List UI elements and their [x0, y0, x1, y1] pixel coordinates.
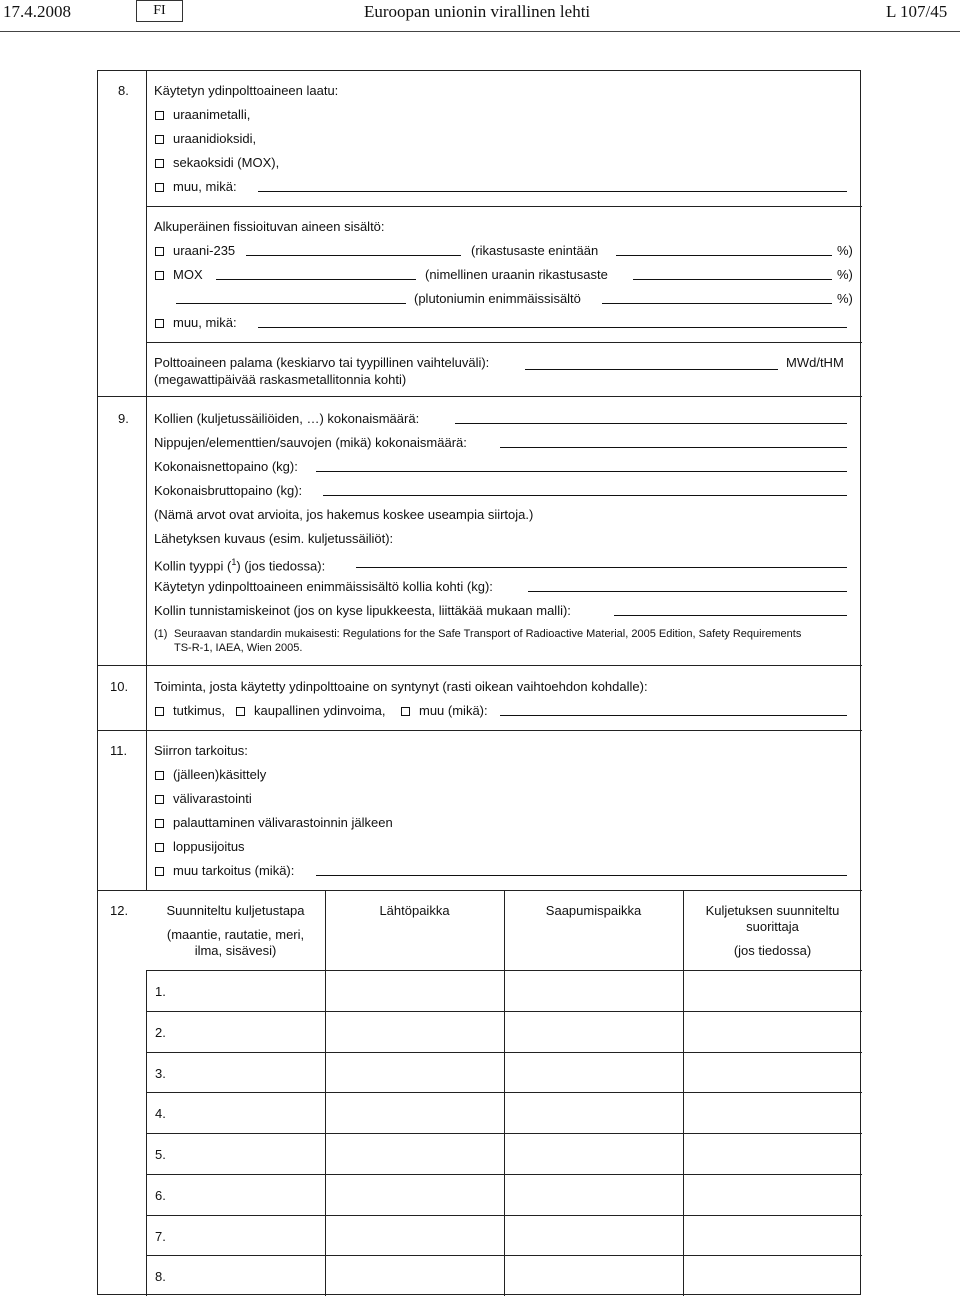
- section-divider: [98, 890, 862, 891]
- shipment-description-label: Lähetyksen kuvaus (esim. kuljetussäiliöt):: [154, 531, 394, 546]
- other-fissile-field[interactable]: [258, 327, 847, 328]
- table-row-divider: [146, 1255, 862, 1256]
- enrichment-label: (rikastusaste enintään: [471, 243, 599, 258]
- option-reprocessing: (jälleen)käsittely: [173, 767, 267, 782]
- percent-unit: %): [837, 267, 853, 282]
- option-other-activity: muu (mikä):: [419, 703, 488, 718]
- u235-label: uraani-235: [173, 243, 236, 258]
- checkbox-research[interactable]: [155, 707, 164, 716]
- section-12-number: 12.: [110, 903, 129, 918]
- col-header-transport-mode: Suunniteltu kuljetustapa: [166, 903, 305, 918]
- fissile-content-title: Alkuperäinen fissioituvan aineen sisältö:: [154, 219, 385, 234]
- language-badge: FI: [136, 0, 183, 22]
- package-id-label: Kollin tunnistamiskeinot (jos on kyse lipukkeesta, liittäkää mukaan malli):: [154, 603, 571, 618]
- col-header-transport-mode-sub: (maantie, rautatie, meri,: [166, 927, 305, 942]
- checkbox-other-activity[interactable]: [401, 707, 410, 716]
- checkbox-other-type[interactable]: [155, 183, 164, 192]
- max-content-field[interactable]: [528, 591, 847, 592]
- net-weight-label: Kokonaisnettopaino (kg):: [154, 459, 298, 474]
- form-table: [97, 70, 861, 1295]
- gross-weight-label: Kokonaisbruttopaino (kg):: [154, 483, 303, 498]
- section-10-number: 10.: [110, 679, 129, 694]
- package-type-label: Kollin tyyppi ($^1$) (jos tiedossa):: [154, 557, 326, 574]
- col-header-carrier-sub2: (jos tiedossa): [733, 943, 812, 958]
- table-row-number: 6.: [155, 1188, 166, 1203]
- table-col-divider: [325, 891, 326, 1296]
- footnote-ref: 1: [231, 557, 237, 567]
- col-header-origin: Lähtöpaikka: [379, 903, 450, 918]
- gross-weight-field[interactable]: [323, 495, 847, 496]
- footnote-text: Seuraavan standardin mukaisesti: Regulations for the Safe Transport of Radioactive Material, 2005 Edition, Safety Requirements: [174, 628, 802, 640]
- col-header-transport-mode-sub2: ilma, sisävesi): [194, 943, 277, 958]
- package-id-field[interactable]: [614, 615, 847, 616]
- table-row-divider: [146, 1052, 862, 1053]
- bundles-total-field[interactable]: [500, 447, 847, 448]
- plutonium-label: (plutoniumin enimmäissisältö: [414, 291, 581, 306]
- section-11-number: 11.: [110, 743, 128, 758]
- option-other-type: muu, mikä:: [173, 179, 237, 194]
- table-row-number: 2.: [155, 1025, 166, 1040]
- burnup-sublabel: (megawattipäivää raskasmetallitonnia kohti): [154, 372, 407, 387]
- section-8-title: Käytetyn ydinpolttoaineen laatu:: [154, 83, 339, 98]
- checkbox-return[interactable]: [155, 819, 164, 828]
- purpose-title: Siirron tarkoitus:: [154, 743, 248, 758]
- option-interim-storage: välivarastointi: [173, 791, 252, 806]
- table-row-divider: [146, 1133, 862, 1134]
- header-date: 17.4.2008: [3, 2, 71, 21]
- checkbox-reprocessing[interactable]: [155, 771, 164, 780]
- checkbox-uranium-metal[interactable]: [155, 111, 164, 120]
- nominal-enrichment-field[interactable]: [633, 279, 832, 280]
- option-mox: sekaoksidi (MOX),: [173, 155, 280, 170]
- burnup-unit: MWd/tHM: [786, 355, 844, 370]
- divider: [146, 206, 862, 207]
- table-row-number: 8.: [155, 1269, 166, 1284]
- table-row-number: 7.: [155, 1229, 166, 1244]
- percent-unit: %): [837, 291, 853, 306]
- journal-title: Euroopan unionin virallinen lehti: [364, 2, 591, 21]
- mox-field[interactable]: [216, 279, 416, 280]
- option-commercial: kaupallinen ydinvoima,: [254, 703, 386, 718]
- page-header: [0, 0, 960, 32]
- col-header-carrier-sub: suorittaja: [746, 919, 799, 934]
- packages-total-label: Kollien (kuljetussäiliöiden, …) kokonaismäärä:: [154, 411, 420, 426]
- max-content-label: Käytetyn ydinpolttoaineen enimmäissisältö kollia kohti (kg):: [154, 579, 493, 594]
- mox-label: MOX: [173, 267, 203, 282]
- option-return: palauttaminen välivarastoinnin jälkeen: [173, 815, 393, 830]
- table-col-divider: [504, 891, 505, 1296]
- burnup-field[interactable]: [525, 369, 778, 370]
- checkbox-mox[interactable]: [155, 159, 164, 168]
- table-header-divider: [146, 970, 862, 971]
- checkbox-u235[interactable]: [155, 247, 164, 256]
- nominal-enrichment-label: (nimellinen uraanin rikastusaste: [425, 267, 608, 282]
- section-divider: [98, 396, 862, 397]
- table-row-divider: [146, 1215, 862, 1216]
- table-row-divider: [146, 1174, 862, 1175]
- table-row-divider: [146, 1092, 862, 1093]
- checkbox-mox-fissile[interactable]: [155, 271, 164, 280]
- other-type-field[interactable]: [258, 191, 847, 192]
- table-row-number: 3.: [155, 1066, 166, 1081]
- section-divider: [98, 665, 862, 666]
- option-research: tutkimus,: [173, 703, 226, 718]
- checkbox-other-purpose[interactable]: [155, 867, 164, 876]
- checkbox-final-disposal[interactable]: [155, 843, 164, 852]
- estimate-note: (Nämä arvot ovat arvioita, jos hakemus koskee useampia siirtoja.): [154, 507, 534, 522]
- section-8-number: 8.: [118, 83, 129, 98]
- header-rule: [0, 31, 960, 32]
- net-weight-field[interactable]: [316, 471, 847, 472]
- percent-unit: %): [837, 243, 853, 258]
- checkbox-other-fissile[interactable]: [155, 319, 164, 328]
- other-activity-field[interactable]: [500, 715, 847, 716]
- option-uranium-metal: uraanimetalli,: [173, 107, 251, 122]
- table-row-divider: [146, 1011, 862, 1012]
- number-column-divider: [146, 71, 147, 891]
- other-fissile-label: muu, mikä:: [173, 315, 237, 330]
- table-row-number: 4.: [155, 1106, 166, 1121]
- table-row-number: 1.: [155, 984, 166, 999]
- plutonium-content-field[interactable]: [602, 303, 832, 304]
- option-uranium-dioxide: uraanidioksidi,: [173, 131, 257, 146]
- package-type-field[interactable]: [356, 567, 847, 568]
- u235-field[interactable]: [246, 255, 461, 256]
- section-9-number: 9.: [118, 411, 129, 426]
- packages-total-field[interactable]: [455, 423, 847, 424]
- col-header-carrier: Kuljetuksen suunniteltu: [705, 903, 840, 918]
- option-final-disposal: loppusijoitus: [173, 839, 245, 854]
- option-other-purpose: muu tarkoitus (mikä):: [173, 863, 295, 878]
- page-number: L 107/45: [886, 2, 948, 21]
- checkbox-interim-storage[interactable]: [155, 795, 164, 804]
- col-header-destination: Saapumispaikka: [545, 903, 642, 918]
- divider: [146, 342, 862, 343]
- footnote-text-cont: TS-R-1, IAEA, Wien 2005.: [174, 642, 303, 654]
- burnup-label: Polttoaineen palama (keskiarvo tai tyypillinen vaihteluväli):: [154, 355, 490, 370]
- bundles-total-label: Nippujen/elementtien/sauvojen (mikä) kokonaismäärä:: [154, 435, 467, 450]
- enrichment-field[interactable]: [616, 255, 832, 256]
- table-row-number: 5.: [155, 1147, 166, 1162]
- activity-origin-title: Toiminta, josta käytetty ydinpolttoaine on syntynyt (rasti oikean vaihtoehdon kohdalle):: [154, 679, 648, 694]
- other-purpose-field[interactable]: [316, 875, 847, 876]
- section-divider: [98, 730, 862, 731]
- checkbox-commercial[interactable]: [236, 707, 245, 716]
- footnote-mark: (1): [154, 628, 168, 640]
- plutonium-value-field[interactable]: [176, 303, 406, 304]
- checkbox-uranium-dioxide[interactable]: [155, 135, 164, 144]
